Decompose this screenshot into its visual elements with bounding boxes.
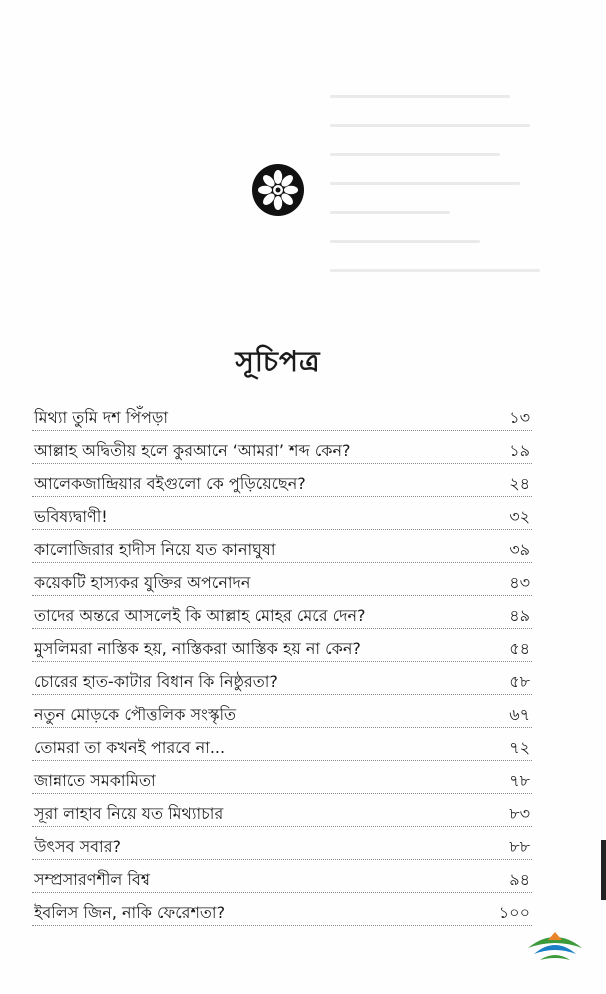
page-title: সূচিপত্র: [235, 345, 321, 378]
publisher-logo-icon: [520, 918, 590, 968]
toc-entry-title: কয়েকটি হাস্যকর যুক্তির অপনোদন: [34, 573, 251, 592]
toc-entry-title: মুসলিমরা নাস্তিক হয়, নাস্তিকরা আস্তিক হয় না কেন?: [34, 639, 361, 658]
toc-entry-title: আল্লাহ অদ্বিতীয় হলে কুরআনে ‘আমরা’ শব্দ কেন?: [34, 441, 351, 460]
toc-entry-title: আলেকজান্দ্রিয়ার বইগুলো কে পুড়িয়েছেন?: [34, 474, 306, 493]
toc-entry-page: ৮৮: [509, 837, 530, 856]
toc-entry-page: ১৯: [509, 441, 530, 460]
toc-entry: [32, 728, 532, 761]
flower-ornament-icon: [250, 162, 306, 218]
toc-entry-page: ৩২: [509, 507, 530, 526]
toc-entry-title: মিথ্যা তুমি দশ পিঁপড়া: [34, 408, 169, 427]
toc-entry: [32, 860, 532, 893]
toc-entry-title: উৎসব সবার?: [34, 837, 121, 856]
toc-entry-title: নতুন মোড়কে পৌত্তলিক সংস্কৃতি: [34, 705, 237, 724]
toc-entry: [32, 893, 532, 926]
toc-entry-title: তোমরা তা কখনই পারবে না...: [34, 738, 226, 757]
toc-entry-page: ৬৭: [509, 705, 530, 724]
toc-entry-title: ইবলিস জিন, নাকি ফেরেশতা?: [34, 903, 226, 922]
toc-entry-page: ৫৮: [509, 672, 530, 691]
toc-entry: [32, 497, 532, 530]
toc-entry-title: সূরা লাহাব নিয়ে যত মিথ্যাচার: [34, 804, 224, 823]
toc-entry: [32, 695, 532, 728]
toc-entry: [32, 629, 532, 662]
toc-entry: [32, 431, 532, 464]
toc-entry-title: চোরের হাত-কাটার বিধান কি নিষ্ঠুরতা?: [34, 672, 278, 691]
toc-entry: [32, 464, 532, 497]
toc-entry-title: কালোজিরার হাদীস নিয়ে যত কানাঘুষা: [34, 540, 276, 559]
toc-entry-page: ৭৮: [509, 771, 530, 790]
toc-entry: [32, 563, 532, 596]
page-edge-mark: [601, 840, 606, 900]
toc-entry-title: সম্প্রসারণশীল বিশ্ব: [34, 870, 151, 889]
toc-entry: [32, 761, 532, 794]
toc-entry-page: ২৪: [509, 474, 530, 493]
toc-entry-title: তাদের অন্তরে আসলেই কি আল্লাহ মোহর মেরে দেন?: [34, 606, 366, 625]
table-of-contents: [32, 398, 532, 926]
toc-entry: [32, 530, 532, 563]
toc-entry-page: ৪৩: [509, 573, 530, 592]
toc-entry-page: ৩৯: [509, 540, 530, 559]
toc-entry: [32, 596, 532, 629]
toc-entry: [32, 662, 532, 695]
toc-entry-page: ১০০: [498, 903, 530, 922]
toc-entry-title: জান্নাতে সমকামিতা: [34, 771, 156, 790]
toc-entry-title: ভবিষ্যদ্বাণী!: [34, 507, 108, 526]
toc-entry: [32, 398, 532, 431]
toc-entry-page: ৯৪: [509, 870, 530, 889]
toc-entry: [32, 827, 532, 860]
toc-entry-page: ৪৯: [509, 606, 530, 625]
toc-entry-page: ৮৩: [509, 804, 530, 823]
toc-entry-page: ৫৪: [509, 639, 530, 658]
toc-entry: [32, 794, 532, 827]
toc-entry-page: ১৩: [509, 408, 530, 427]
reverse-side-bleed: [330, 95, 570, 335]
toc-entry-page: ৭২: [509, 738, 530, 757]
